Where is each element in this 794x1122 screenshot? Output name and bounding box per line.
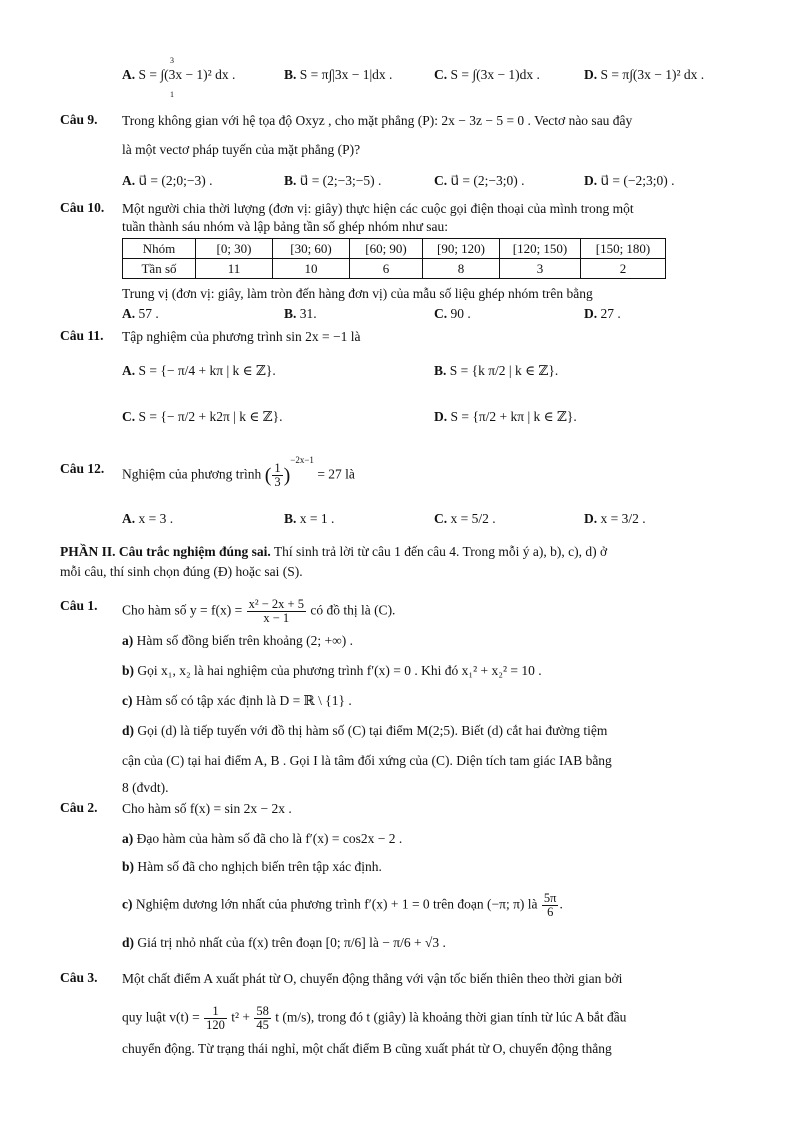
p2q2-intro: Cho hàm số f(x) = sin 2x − 2x . — [122, 801, 292, 816]
q10-option-c: C. 90 . — [434, 306, 471, 321]
table-cell: 10 — [273, 259, 350, 279]
table-cell: [90; 120) — [423, 239, 500, 259]
part2-instructions: mỗi câu, thí sinh chọn đúng (Đ) hoặc sai (S). — [60, 564, 303, 579]
q10-option-a: A. 57 . — [122, 306, 159, 321]
q10-text-line2: tuần thành sáu nhóm và lập bảng tần số ghép nhóm như sau: — [122, 219, 449, 234]
q8-option-b: B. S = π∫|3x − 1|dx . — [284, 67, 393, 82]
p2q1-intro: Cho hàm số y = f(x) = $\frac{\text{x² − 2x + 5}}{x - 1}$ có đồ thị là (C). — [122, 597, 396, 625]
q11-text: Tập nghiệm của phương trình sin 2x = −1 là — [122, 329, 361, 344]
q8-option-d: D. S = π∫(3x − 1)² dx . — [584, 67, 705, 82]
table-cell: [60; 90) — [350, 239, 423, 259]
table-cell: Tần số — [123, 259, 196, 279]
q9-text-line1: Trong không gian với hệ tọa độ Oxyz , cho mặt phẳng (P): 2x − 3z − 5 = 0 . Vectơ nào sau đây — [122, 113, 633, 128]
q11-option-c: C. S = {− π/2 + k2π | k ∈ ℤ}. — [122, 409, 283, 424]
q8-option-c: C. S = ∫(3x − 1)dx . — [434, 67, 540, 82]
table-cell: 11 — [196, 259, 273, 279]
q10-number: Câu 10. — [60, 200, 105, 215]
q11-option-a: A. S = {− π/4 + kπ | k ∈ ℤ}. — [122, 363, 276, 378]
q8-integral-lower: 1 — [170, 90, 174, 99]
q9-option-b: B. u⃗ = (2;−3;−5) . — [284, 173, 382, 188]
q11-option-d: D. S = {π/2 + kπ | k ∈ ℤ}. — [434, 409, 577, 424]
p2q1-statement-d-line2: cận của (C) tại hai điểm A, B . Gọi I là tâm đối xứng của (C). Diện tích tam giác IAB bằng — [122, 753, 612, 768]
p2q3-number: Câu 3. — [60, 970, 98, 985]
p2q3-line1: Một chất điểm A xuất phát từ O, chuyển động thẳng với vận tốc biến thiên theo thời gian bởi — [122, 971, 623, 986]
part2-heading: PHẦN II. Câu trắc nghiệm đúng sai. Thí sinh trả lời từ câu 1 đến câu 4. Trong mỗi ý a), b), c), d) ở — [60, 544, 608, 559]
q10-text-line3: Trung vị (đơn vị: giây, làm tròn đến hàng đơn vị) của mẫu số liệu ghép nhóm trên bằng — [122, 286, 593, 301]
table-cell: [30; 60) — [273, 239, 350, 259]
table-cell: 3 — [500, 259, 581, 279]
q12-option-a: A. x = 3 . — [122, 511, 174, 526]
p2q1-statement-d: d) Gọi (d) là tiếp tuyến với đồ thị hàm số (C) tại điểm M(2;5). Biết (d) cắt hai đường tiệm — [122, 723, 608, 738]
q10-text-line1: Một người chia thời lượng (đơn vị: giây) thực hiện các cuộc gọi điện thoại của mình trong một — [122, 201, 634, 216]
p2q1-number: Câu 1. — [60, 598, 98, 613]
p2q1-statement-b: b) Gọi x₁, x₂ là hai nghiệm của phương trình f′(x) = 0 . Khi đó x₁² + x₂² = 10 . — [122, 663, 542, 678]
table-cell: 8 — [423, 259, 500, 279]
q8-option-a: A. S = ∫(3x − 1)² dx . — [122, 67, 236, 82]
q9-text-line2: là một vectơ pháp tuyến của mặt phẳng (P)? — [122, 142, 361, 157]
q12-number: Câu 12. — [60, 461, 105, 476]
table-cell: [0; 30) — [196, 239, 273, 259]
q9-option-d: D. u⃗ = (−2;3;0) . — [584, 173, 675, 188]
q12-option-d: D. x = 3/2 . — [584, 511, 646, 526]
p2q1-statement-a: a) Hàm số đồng biến trên khoảng (2; +∞) . — [122, 633, 353, 648]
q9-option-a: A. u⃗ = (2;0;−3) . — [122, 173, 213, 188]
table-cell: Nhóm — [123, 239, 196, 259]
q12-option-b: B. x = 1 . — [284, 511, 335, 526]
table-cell: 6 — [350, 259, 423, 279]
table-row — [123, 239, 666, 259]
table-cell: 2 — [581, 259, 666, 279]
p2q2-statement-c: c) Nghiệm dương lớn nhất của phương trình f′(x) + 1 = 0 trên đoạn (−π; π) là $\frac{5\pi}{6}$ . — [122, 891, 563, 919]
q10-option-d: D. 27 . — [584, 306, 621, 321]
table-cell: [120; 150) — [500, 239, 581, 259]
table-cell: [150; 180) — [581, 239, 666, 259]
q8-integral-upper: 3 — [170, 56, 174, 65]
q12-exponent: −2x−1 — [290, 455, 314, 465]
q11-option-b: B. S = {k π/2 | k ∈ ℤ}. — [434, 363, 559, 378]
table-row — [123, 259, 666, 279]
q10-option-b: B. 31. — [284, 306, 317, 321]
p2q3-line3: chuyển động. Từ trạng thái nghỉ, một chất điểm B cũng xuất phát từ O, chuyển động thẳng — [122, 1041, 612, 1056]
p2q1-statement-d-line3: 8 (đvdt). — [122, 780, 169, 795]
p2q2-statement-b: b) Hàm số đã cho nghịch biến trên tập xác định. — [122, 859, 382, 874]
p2q2-statement-d: d) Giá trị nhỏ nhất của f(x) trên đoạn [0; π/6] là − π/6 + √3 . — [122, 935, 446, 950]
q12-option-c: C. x = 5/2 . — [434, 511, 496, 526]
q9-option-c: C. u⃗ = (2;−3;0) . — [434, 173, 525, 188]
q9-number: Câu 9. — [60, 112, 98, 127]
frequency-table — [122, 238, 666, 279]
p2q2-statement-a: a) Đạo hàm của hàm số đã cho là f′(x) = cos2x − 2 . — [122, 831, 403, 846]
p2q3-line2: quy luật v(t) = $\frac{1}{120}$ t² + $\frac{58}{45}$ t (m/s), trong đó t (giây) là khoảng thời gian tính từ lúc A bắt đầu — [122, 1004, 627, 1032]
p2q1-statement-c: c) Hàm số có tập xác định là D = ℝ \ {1} . — [122, 693, 352, 708]
q12-text: Nghiệm của phương trình ( $\frac{1}{3}$ )$^{-2x-1}$ = 27 là — [122, 455, 355, 489]
p2q2-number: Câu 2. — [60, 800, 98, 815]
q11-number: Câu 11. — [60, 328, 104, 343]
